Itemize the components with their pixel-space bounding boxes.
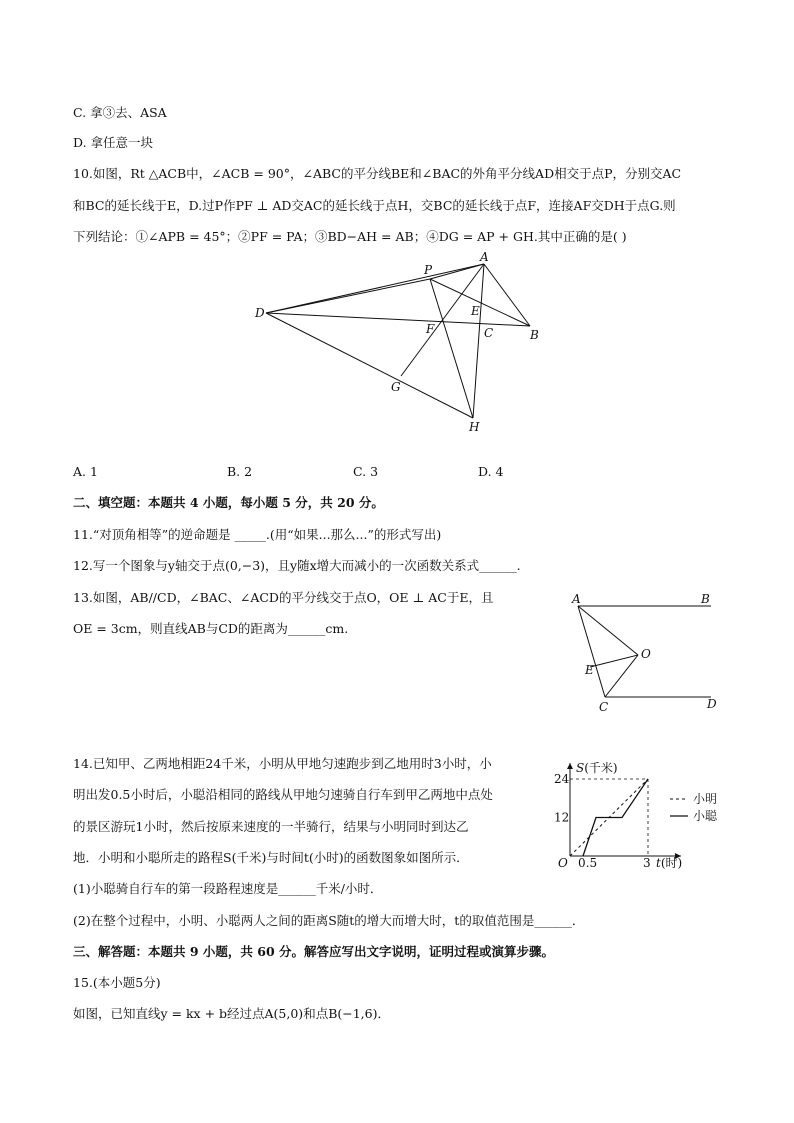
q14-line3: 的景区游玩1小时，然后按原来速度的一半骑行，结果与小明同时到达乙 [73,819,469,834]
y-axis-title: S(千米) [576,761,618,775]
y-tick-label-0: 12 [554,810,570,825]
label-A: A [572,592,581,606]
q13-line2: OE = 3cm，则直线AB与CD的距离为______cm. [73,621,349,636]
label-H: H [469,420,480,434]
y-tick-label-1: 24 [554,772,570,786]
q10-line1: 10.如图，Rt △ACB中，∠ACB = 90°，∠ABC的平分线BE和∠BAC的外角平分线AD相交于点P，分别交AC [73,166,682,181]
choice-a[interactable]: A. 1 [73,464,98,479]
q13-line1: 13.如图，AB//CD，∠BAC、∠ACD的平分线交于点O，OE ⊥ AC于E，且 [73,590,494,605]
label-C: C [599,700,609,714]
seg-DH [266,313,473,418]
choice-b[interactable]: B. 2 [227,464,253,479]
label-E: E [585,663,594,677]
seg-AB [484,264,530,326]
x-axis-title: t(时) [656,856,683,870]
label-E: E [471,304,480,318]
seg-AO [578,606,638,655]
seg-OE [590,655,638,667]
seg-AC [578,606,605,697]
seg-PA [430,264,484,279]
x-tick-label-1: 0.5 [578,856,598,870]
label-A: A [480,250,489,264]
label-D: D [255,306,265,320]
series-line-0 [570,779,648,856]
seg-DA [266,264,484,313]
x-tick-label-2: 3 [643,856,651,870]
section-3-heading: 三、解答题：本题共 9 小题，共 60 分。解答应写出文字说明，证明过程或演算步骤。 [73,944,555,959]
seg-PB [430,279,530,326]
seg-AG [401,264,484,376]
label-D: D [707,697,717,711]
legend-label-xiaocong: 小聪 [693,809,718,823]
q12: 12.写一个图象与y轴交于点(0,−3)，且y随x增大而减小的一次函数关系式______. [73,558,521,573]
legend-label-xiaoming: 小明 [693,792,718,806]
option-c: C. 拿③去、ASA [73,105,167,120]
option-d: D. 拿任意一块 [73,135,154,150]
q10-line2: 和BC的延长线于E，D.过P作PF ⊥ AD交AC的延长线于点H，交BC的延长线于点F，连接AF交DH于点G.则 [73,198,676,213]
q11: 11.“对顶角相等”的逆命题是 _____.(用“如果...那么...”的形式写出) [73,527,442,542]
label-B: B [530,328,539,342]
q14-line4: 地．小明和小聪所走的路程S(千米)与时间t(小时)的函数图象如图所示． [73,850,469,865]
choice-d[interactable]: D. 4 [478,464,504,479]
seg-DB [266,313,530,326]
section-2-heading: 二、填空题：本题共 4 小题，每小题 5 分，共 20 分。 [73,495,384,510]
legend [670,792,718,823]
q14-line2: 明出发0.5小时后，小聪沿相同的路线从甲地匀速骑自行车到甲乙两地中点处 [73,787,493,802]
seg-PH [430,279,473,418]
q14-line1: 14.已知甲、乙两地相距24千米，小明从甲地匀速跑步到乙地用时3小时，小 [73,756,492,771]
choice-c[interactable]: C. 3 [353,464,379,479]
q15-text: 如图，已知直线y = kx + b经过点A(5,0)和点B(−1,6)． [73,1006,390,1021]
seg-CO [605,655,638,697]
label-P: P [424,263,433,277]
label-C: C [484,326,494,340]
q15-header: 15.(本小题5分) [73,975,161,990]
seg-AH [473,264,484,418]
label-B: B [701,592,710,606]
label-F: F [426,322,435,336]
seg-DP [266,279,430,313]
label-G: G [391,380,401,394]
q10-line3: 下列结论：①∠APB = 45°；②PF = PA；③BD−AH = AB；④DG = AP + GH.其中正确的是( ) [73,229,627,244]
label-O: O [641,647,651,661]
q14-part1: (1)小聪骑自行车的第一段路程速度是______千米/小时． [73,881,383,896]
series-line-1 [583,779,648,856]
q14-part2: (2)在整个过程中，小明、小聪两人之间的距离S随t的增大而增大时，t的取值范围是______． [73,913,585,928]
x-tick-label-0: O [558,856,568,870]
